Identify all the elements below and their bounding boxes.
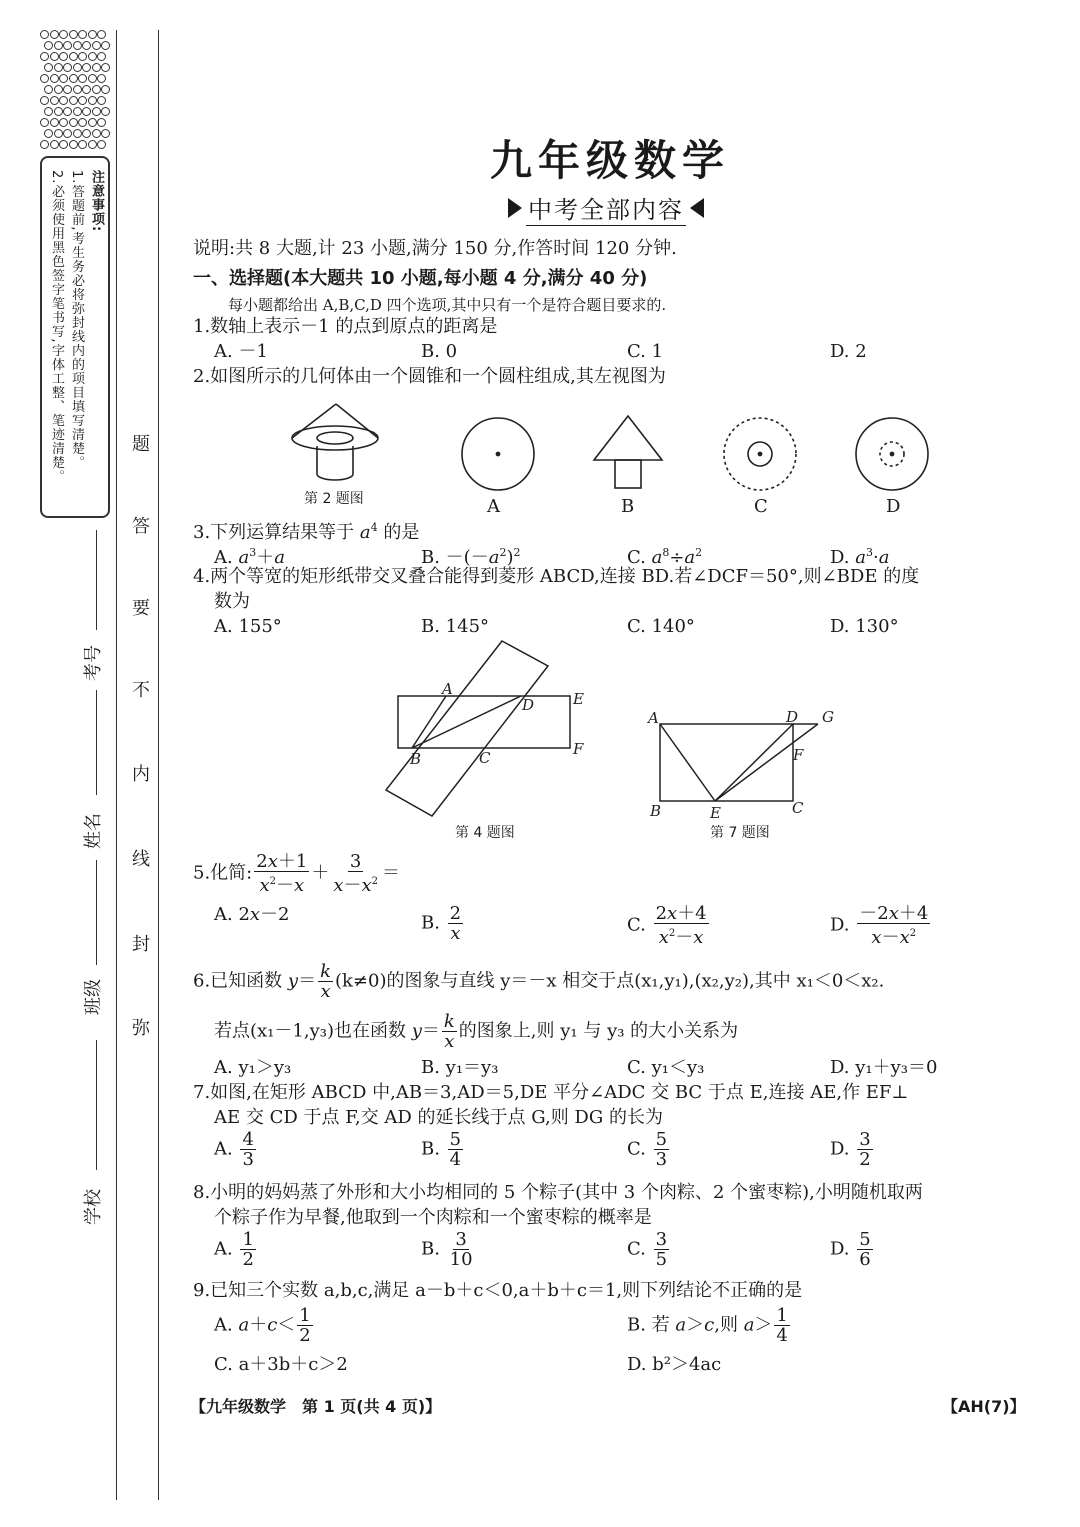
binding-hole-icon [82, 107, 91, 116]
seal-char: 线 [132, 849, 150, 870]
q1-option-c: C. 1 [627, 341, 664, 362]
binding-hole-icon [54, 41, 63, 50]
q9-option-b: B. 若 a＞c,则 a＞ $\frac{1}{4}$ [627, 1305, 788, 1346]
binding-hole-icon [101, 107, 110, 116]
footer-code: 【AH(7)】 [942, 1397, 1026, 1416]
q3-option-c: C. $a^8\div a^2$ [627, 546, 703, 568]
q7-option-a: A. $\frac{4}{3}$ [214, 1129, 254, 1170]
q2-label-b: B [621, 496, 635, 517]
q7-point-g: G [822, 708, 834, 726]
binding-hole-icon [88, 30, 97, 39]
q5-option-a: A. 2x－2 [214, 904, 290, 925]
binding-hole-icon [50, 52, 59, 61]
q7-point-a: A [648, 709, 659, 727]
q9-option-d: D. b²＞4ac [627, 1354, 722, 1375]
binding-hole-icon [69, 118, 78, 127]
q4-caption: 第 4 题图 [455, 825, 515, 841]
q2-caption: 第 2 题图 [304, 491, 364, 507]
binding-hole-icon [50, 74, 59, 83]
binding-hole-icon [40, 74, 49, 83]
q4-point-a: A [442, 680, 453, 698]
q2-label-c: C [754, 496, 768, 517]
triangle-left-icon [690, 198, 704, 218]
q8-option-a: A. $\frac{1}{2}$ [214, 1229, 254, 1270]
binding-hole-icon [101, 41, 110, 50]
binding-hole-icon [54, 63, 63, 72]
binding-hole-icon [44, 85, 53, 94]
binding-hole-icon [97, 52, 106, 61]
q6-stem-line1: 6.已知函数 y＝ $\frac{k}{x}$ (k≠0)的图象与直线 y＝－x 相交于点(x₁,y₁),(x₂,y₂),其中 x₁＜0＜x₂. [193, 961, 885, 1002]
binding-hole-icon [50, 30, 59, 39]
q7-point-f: F [793, 746, 804, 764]
q9-option-c: C. a＋3b＋c＞2 [214, 1354, 348, 1375]
q8-stem-line1: 8.小明的妈妈蒸了外形和大小均相同的 5 个粽子(其中 3 个肉粽、2 个蜜枣粽),小明随机取两 [193, 1182, 923, 1203]
q4-point-f: F [573, 740, 584, 758]
binding-hole-icon [73, 63, 82, 72]
q4-option-b: B. 145° [421, 616, 490, 637]
notice-item-1: 1.答题前,考生务必将弥封线内的项目填写清楚。 [69, 170, 84, 470]
q4-horizontal-strip [398, 696, 570, 748]
q2-label-d: D [886, 496, 901, 517]
binding-hole-icon [69, 52, 78, 61]
seal-char: 不 [132, 680, 150, 701]
binding-hole-icon [97, 96, 106, 105]
q1-option-b: B. 0 [421, 341, 458, 362]
binding-hole-icon [50, 118, 59, 127]
binding-hole-icon [88, 52, 97, 61]
notice-title: 注意事项: [89, 170, 104, 233]
section-instruction: 每小题都给出 A,B,C,D 四个选项,其中只有一个是符合题目要求的. [228, 296, 667, 314]
binding-hole-icon [59, 30, 68, 39]
q5-stem-text: 5.化简: [193, 862, 253, 884]
q7-option-c: C. $\frac{5}{3}$ [627, 1129, 668, 1170]
q8-stem-line2: 个粽子作为早餐,他取到一个肉粽和一个蜜枣粽的概率是 [214, 1207, 652, 1228]
seal-char: 弥 [132, 1018, 150, 1039]
q1-option-d: D. 2 [830, 341, 867, 362]
binding-hole-icon [97, 74, 106, 83]
binding-hole-icon [44, 63, 53, 72]
q3-stem-post: 的是 [377, 522, 420, 543]
page-title: 九年级数学 [489, 136, 730, 185]
q5-option-d: D. $\frac{-2x+4}{x-x^2}$ [830, 903, 929, 948]
option-a-figure [462, 418, 534, 490]
q6-stem1-pre: 6.已知函数 [193, 970, 288, 992]
seal-char: 内 [132, 764, 150, 785]
binding-hole-icon [50, 96, 59, 105]
option-b-figure [594, 416, 662, 488]
section-heading: 一、选择题(本大题共 10 小题,每小题 4 分,满分 40 分) [193, 268, 648, 289]
q5-option-b: B. $\frac{2}{x}$ [421, 903, 462, 944]
binding-hole-icon [54, 85, 63, 94]
binding-hole-icon [54, 107, 63, 116]
binding-hole-icon [92, 107, 101, 116]
binding-hole-icon [92, 63, 101, 72]
q7-point-c: C [792, 799, 804, 817]
binding-hole-icon [88, 74, 97, 83]
binding-hole-icon [63, 107, 72, 116]
field-line-class[interactable] [96, 860, 97, 965]
q2-figures [280, 398, 940, 516]
binding-hole-icon [59, 52, 68, 61]
q5-option-c: C. $\frac{2x+4}{x^2-x}$ [627, 903, 707, 948]
q4-stem-line1: 4.两个等宽的矩形纸带交叉叠合能得到菱形 ABCD,连接 BD.若∠DCF＝50°,则∠BDE 的度 [193, 566, 920, 587]
binding-hole-icon [63, 63, 72, 72]
field-label-exam-number: 考号 [83, 645, 104, 681]
footer-page-info: 【九年级数学 第 1 页(共 4 页)】 [190, 1397, 442, 1416]
binding-hole-icon [63, 85, 72, 94]
q9-stem: 9.已知三个实数 a,b,c,满足 a－b＋c＜0,a＋b＋c＝1,则下列结论不正确的是 [193, 1280, 803, 1301]
binding-hole-icon [59, 96, 68, 105]
q4-point-c: C [479, 749, 491, 767]
binding-hole-icon [92, 85, 101, 94]
q7-point-b: B [650, 802, 662, 820]
binding-hole-icon [78, 52, 87, 61]
field-label-name: 姓名 [83, 813, 104, 849]
binding-hole-icon [97, 118, 106, 127]
q7-point-d: D [786, 708, 799, 726]
q3-option-b: B. $-(-a^2)^2$ [421, 546, 521, 568]
binding-hole-icon [101, 63, 110, 72]
binding-hole-icon [73, 85, 82, 94]
binding-hole-icon [69, 96, 78, 105]
binding-hole-icon [82, 41, 91, 50]
exam-intro: 说明:共 8 大题,计 23 小题,满分 150 分,作答时间 120 分钟. [193, 238, 677, 259]
q7-figure [640, 704, 840, 822]
q8-option-d: D. $\frac{5}{6}$ [830, 1229, 871, 1270]
binding-hole-icon [59, 74, 68, 83]
binding-hole-icon [40, 96, 49, 105]
binding-line-inner [116, 30, 117, 1500]
q6-stem-line2: 若点(x₁－1,y₃)也在函数 y＝ $\frac{k}{x}$ 的图象上,则 y₁ 与 y₃ 的大小关系为 [214, 1011, 739, 1052]
binding-hole-icon [101, 85, 110, 94]
binding-hole-icon [40, 30, 49, 39]
q3-stem-pre: 3.下列运算结果等于 [193, 522, 360, 543]
q1-option-a: A. －1 [214, 341, 268, 362]
q6-option-a: A. y₁＞y₃ [214, 1057, 292, 1078]
q3-stem: 3.下列运算结果等于 $a^4$ 的是 [193, 521, 420, 543]
field-line-exam-number[interactable] [96, 530, 97, 630]
q7-stem-line1: 7.如图,在矩形 ABCD 中,AB＝3,AD＝5,DE 平分∠ADC 交 BC 于点 E,连接 AE,作 EF⊥ [193, 1082, 909, 1103]
binding-hole-icon [40, 118, 49, 127]
binding-hole-icon [73, 107, 82, 116]
field-label-school: 学校 [83, 1189, 104, 1225]
seal-char: 封 [132, 934, 150, 955]
binding-hole-icon [82, 85, 91, 94]
notice-text [36, 170, 116, 510]
binding-line-outer [158, 30, 159, 1500]
seal-char: 要 [132, 598, 150, 619]
q4-option-c: C. 140° [627, 616, 695, 637]
q7-stem-line2: AE 交 CD 于点 F,交 AD 的延长线于点 G,则 DG 的长为 [214, 1107, 663, 1128]
binding-hole-icon [63, 41, 72, 50]
q7-point-e: E [710, 804, 721, 822]
q7-option-b: B. $\frac{5}{4}$ [421, 1129, 462, 1170]
q7-caption: 第 7 题图 [710, 825, 770, 841]
page-subtitle [508, 190, 704, 226]
q2-label-a: A [487, 496, 500, 517]
q4-stem-line2: 数为 [214, 591, 250, 612]
q4-option-d: D. 130° [830, 616, 899, 637]
notice-item-2: 2.必须使用黑色签字笔书写,字体工整、笔迹清楚。 [49, 170, 64, 484]
q9-option-a: A. a＋c＜ $\frac{1}{2}$ [214, 1305, 311, 1346]
q4-option-a: A. 155° [214, 616, 282, 637]
q8-option-c: C. $\frac{3}{5}$ [627, 1229, 668, 1270]
binding-hole-icon [78, 96, 87, 105]
seal-char: 题 [132, 434, 150, 455]
field-line-name[interactable] [96, 690, 97, 795]
binding-hole-icon [78, 118, 87, 127]
q3-option-a: A. $a^3+a$ [214, 546, 285, 568]
binding-hole-icon [73, 41, 82, 50]
q4-point-e: E [573, 690, 584, 708]
binding-hole-icon [88, 118, 97, 127]
binding-hole-icon [97, 30, 106, 39]
q5-stem: 5.化简: $\frac{2x+1}{x^2-x}$ ＋ $\frac{3}{x-x^2}$ ＝ [193, 851, 400, 896]
subtitle-text: 中考全部内容 [526, 190, 686, 226]
binding-hole-icon [92, 41, 101, 50]
q4-point-b: B [410, 750, 422, 768]
q4-slanted-strip [386, 641, 548, 816]
seal-char: 答 [132, 516, 150, 537]
q1-stem: 1.数轴上表示－1 的点到原点的距离是 [193, 316, 498, 337]
triangle-right-icon [508, 198, 522, 218]
q2-stem: 2.如图所示的几何体由一个圆锥和一个圆柱组成,其左视图为 [193, 366, 666, 387]
binding-hole-icon [44, 41, 53, 50]
binding-hole-icon [69, 30, 78, 39]
field-line-school[interactable] [96, 1040, 97, 1170]
q6-option-c: C. y₁＜y₃ [627, 1057, 705, 1078]
q6-stem2-pre: 若点(x₁－1,y₃)也在函数 [214, 1020, 412, 1042]
binding-hole-icon [59, 118, 68, 127]
q4-figure [380, 636, 600, 822]
q4-point-d: D [522, 696, 535, 714]
field-label-class: 班级 [83, 979, 104, 1015]
binding-hole-icon [78, 74, 87, 83]
q6-option-d: D. y₁＋y₃＝0 [830, 1057, 938, 1078]
q8-option-b: B. $\frac{3}{10}$ [421, 1229, 473, 1270]
binding-hole-icon [44, 107, 53, 116]
q6-stem1-post: (k≠0)的图象与直线 y＝－x 相交于点(x₁,y₁),(x₂,y₂),其中 x₁＜0＜x₂. [335, 970, 885, 992]
cone-cylinder-solid [292, 404, 378, 480]
binding-hole-icon [69, 74, 78, 83]
q3-option-d: D. $a^3\cdot a$ [830, 546, 890, 568]
q7-option-d: D. $\frac{3}{2}$ [830, 1129, 871, 1170]
q6-stem2-post: 的图象上,则 y₁ 与 y₃ 的大小关系为 [458, 1020, 739, 1042]
option-c-figure [724, 418, 796, 490]
option-d-figure [856, 418, 928, 490]
binding-hole-icon [40, 52, 49, 61]
binding-hole-icon [78, 30, 87, 39]
q6-option-b: B. y₁＝y₃ [421, 1057, 499, 1078]
binding-hole-icon [88, 96, 97, 105]
binding-hole-icon [82, 63, 91, 72]
